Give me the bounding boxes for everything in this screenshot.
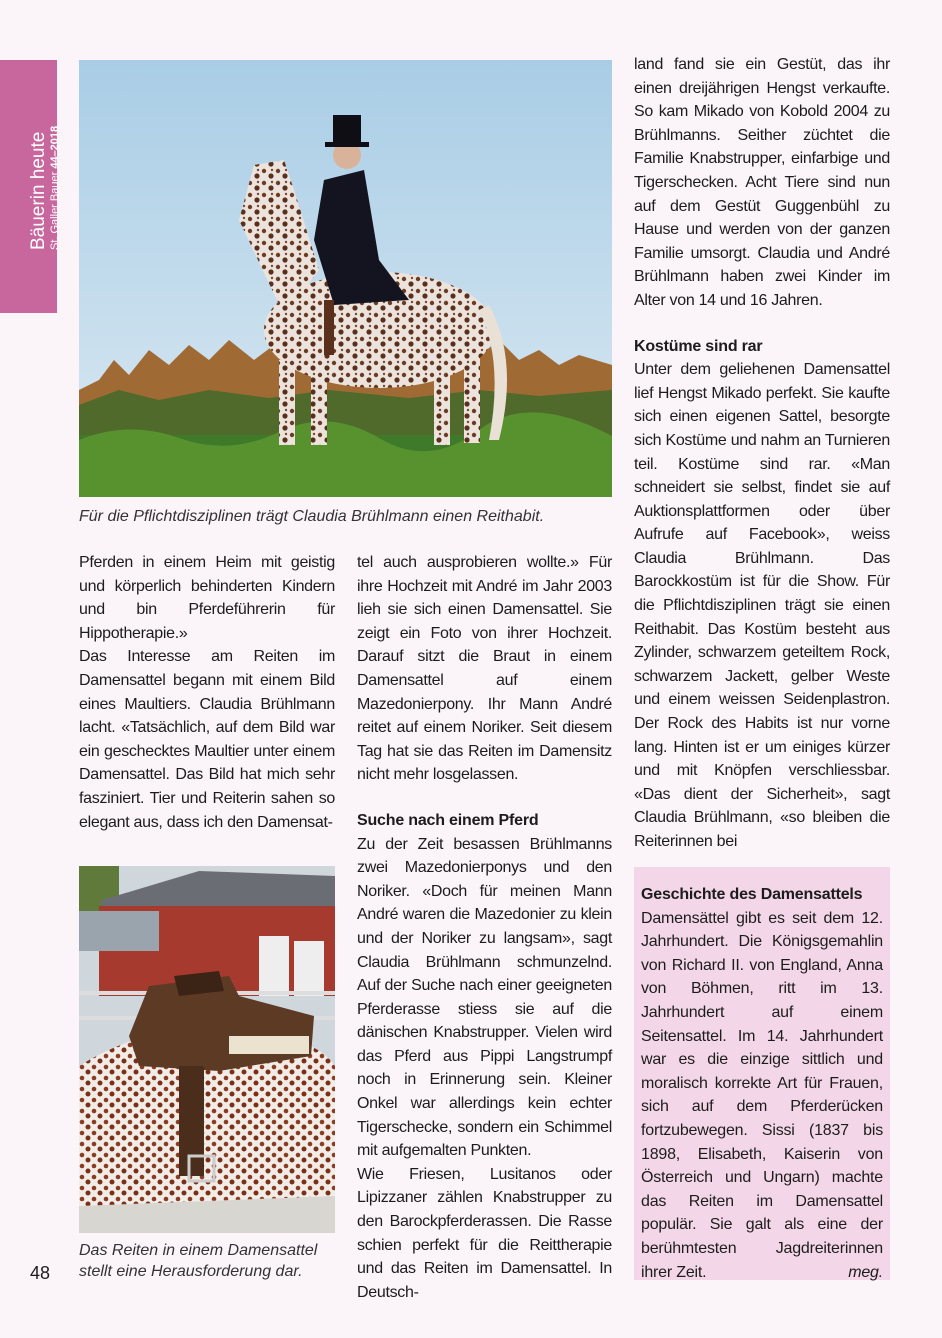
text-column-3: [634, 53, 890, 854]
paragraph: Wie Friesen, Lusitanos oder Lipizzaner zählen Knabstrupper zu den Barockpferderassen. Die Rasse schien perfekt für die Reittherapie und das Reiten im Damensattel. In Deutsch-: [357, 1165, 612, 1301]
section-tab-text: [28, 70, 62, 250]
paragraph: land fand sie ein Gestüt, das ihr einen dreijährigen Hengst verkaufte. So kam Mikado von Kobold 2004 zu Brühlmanns. Seither züchtet die Familie Knabstrupper, einfarbige und Tigerschecken. Acht Tiere sind nun auf dem Gestüt Guggenbühl zu Hause und werden von der ganzen Familie umsorgt. Claudia und André Brühlmann haben zwei Kinder im Alter von 14 und 16 Jahren.: [634, 56, 890, 309]
photo-caption-2: [79, 1240, 339, 1282]
caption-line-2: stellt eine Herausforderung dar.: [79, 1263, 303, 1280]
page-number: 48: [30, 1263, 51, 1283]
photo-caption: Für die Pflichtdisziplinen trägt Claudia Brühlmann einen Reithabit.: [79, 508, 545, 525]
rider-horse-photo: [79, 60, 612, 497]
info-box-content: [641, 883, 883, 1284]
info-box: [634, 867, 890, 1280]
section-tab: [0, 60, 61, 313]
text-column-2: [357, 551, 612, 1304]
side-saddle-photo: [79, 866, 335, 1233]
paragraph: Pferden in einem Heim mit geistig und körperlich behinderten Kindern und bin Pferdeführerin für Hippotherapie.»: [79, 554, 335, 642]
paragraph: Das Interesse am Reiten im Damensattel begann mit einem Bild eines Maultiers. Claudia Brühlmann lacht. «Tatsächlich, auf dem Bild war ein geschecktes Maultier unter einem Damensattel. Das Bild hat mich sehr fasziniert. Tier und Reiterin sahen so elegant aus, dass ich den Damensat-: [79, 648, 335, 831]
paragraph: tel auch ausprobieren wollte.» Für ihre Hochzeit mit André im Jahr 2003 lieh sie sich einen Damensattel. Sie zeigt ein Foto von ihrer Hochzeit. Darauf sitzt die Braut in einem Damensattel auf einem Mazedonierpony. Ihr Mann André reitet auf einem Noriker. Seit diesem Tag hat sie das Reiten im Damensitz nicht mehr losgelassen.: [357, 554, 612, 784]
section-heading: Kostüme sind rar: [634, 337, 763, 355]
issue-number: 44–2018: [49, 125, 61, 169]
paragraph: Unter dem geliehenen Damensattel lief Hengst Mikado perfekt. Sie kaufte sich einen eigenen Sattel, besorgte sich Kostüme und nahm an Turnieren teil. Kostüme sind rar. «Man schneidert sie selbst, findet sie auf Auktionsplattformen oder über Aufrufe auf Facebook», weiss Claudia Brühlmann. Das Barockkostüm ist für die Show. Für die Pflichtdisziplinen trägt sie einen Reithabit. Das Kostüm besteht aus Zylinder, schwarzem geteiltem Rock, schwarzem Jackett, gelber Weste und einem weissen Seidenplastron. Der Rock des Habits ist nur vorne lang. Hinten ist er um einiges kürzer und mit Knöpfen verschliessbar. «Das dient der Sicherheit», sagt Claudia Brühlmann, «so bleiben die Reiterinnen bei: [634, 361, 890, 850]
section-heading: Suche nach einem Pferd: [357, 811, 539, 829]
info-box-text: Damensättel gibt es seit dem 12. Jahrhundert. Die Königsgemahlin von Richard II. von England, Anna von Böhmen, ritt im 13. Jahrhundert auf einem Seitensattel. Im 14. Jahrhundert war es die einzige sittlich und moralisch korrekte Art für Frauen, sich auf dem Pferderücken fortzubewegen. Sissi (1837 bis 1898, Elisabeth, Kaiserin von Österreich und Ungarn) machte das Reiten im Damensattel populär. Sie galt als eine der berühmtesten Jagdreiterinnen ihrer Zeit.: [641, 909, 883, 1281]
info-box-heading: Geschichte des Damensattels: [641, 886, 863, 903]
publication-line: [49, 70, 62, 250]
caption-line-1: Das Reiten in einem Damensattel: [79, 1242, 318, 1259]
section-title: Bäuerin heute: [28, 131, 49, 250]
text-column-1: [79, 551, 335, 834]
publication-name: St. Galler Bauer: [49, 171, 61, 250]
paragraph: Zu der Zeit besassen Brühlmanns zwei Mazedonierponys und den Noriker. «Doch für meinen Mann André waren die Mazedonier zu klein und der Noriker zu langsam», sagt Claudia Brühlmann schmunzelnd. Auf der Suche nach einer geeigneten Pferderasse stiess sie auf die dänischen Knabstrupper. Vielen wird das Pferd aus Pippi Langstrumpf noch in Erinnerung sein. Kleiner Onkel war allerdings kein echter Tigerschecke, sondern ein Schimmel mit aufgemalten Punkten.: [357, 835, 612, 1160]
author-signature: meg.: [848, 1263, 883, 1281]
